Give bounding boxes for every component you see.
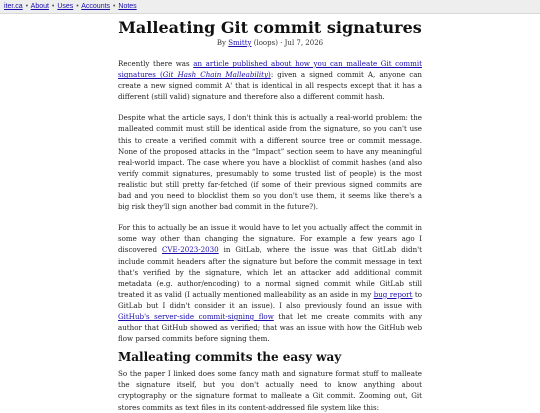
page-title: Malleating Git commit signatures xyxy=(118,18,422,37)
nav-link-home[interactable]: iter.ca xyxy=(4,3,23,10)
paragraph-text: that let me create commits with any author that GitHub showed as verified; that was an issue with how the GitHub web flow parsed commits before signing them. xyxy=(118,311,422,344)
github-signing-flow-link[interactable]: GitHub's server-side commit-signing flow xyxy=(118,311,274,321)
paragraph-critique: Despite what the article says, I don't think this is actually a real-world problem: the malleated commit must still be identical aside from the signature, so you can't use this to create a verified commit with a different source tree or commit message. None of the proposed attacks in the “Impact” section seem to have any meaningful real-world impact. The case where you have a blocklist of commit hashes (and also verify commit signatures, presumably to some trusted list of people) is the most realistic but still pretty far-fetched (if some of their previous signed commits are bad and you need to blocklist them so you don't use them, it seems like there's a big risk they'll sign another bad commit in the future?). xyxy=(118,113,422,212)
byline-separator: · xyxy=(280,39,283,47)
nav-link-notes[interactable]: Notes xyxy=(118,3,137,10)
section-heading: Malleating commits the easy way xyxy=(118,350,342,365)
author-handle: (loops) xyxy=(253,39,278,47)
nav-separator: • xyxy=(76,3,79,10)
nav-separator: • xyxy=(25,3,29,10)
paragraph-cve xyxy=(118,222,422,344)
nav-separator: • xyxy=(51,3,55,10)
nav-separator: • xyxy=(112,3,116,10)
post-date: Jul 7, 2026 xyxy=(284,39,324,47)
paragraph-text: For this to actually be an issue it would have to let you actually affect the commit in some way other than changing the signature. For example a few years ago I discovered xyxy=(118,223,422,255)
article-link-title: Git Hash Chain Malleability xyxy=(162,70,269,80)
nav-link-about[interactable]: About xyxy=(30,3,49,10)
paragraph-easy-way: So the paper I linked does some fancy math and signature format stuff to malleate the signature itself, but you don't actually need to know anything about cryptography or the signature format to malleate a Git commit. Zooming out, Git stores commits as text files in its content-addressed file system like this: xyxy=(118,369,422,412)
nav-link-uses[interactable]: Uses xyxy=(57,3,74,10)
article-link-end: ) xyxy=(268,70,271,80)
paragraph-text: : given a signed commit A, anyone can create a new signed commit A' that is identical in all respects except that it has a different (still valid) signature and therefore also a different commit hash. xyxy=(118,70,422,102)
byline-prefix: By xyxy=(216,39,226,47)
top-nav-bar xyxy=(0,0,540,14)
nav-link-accounts[interactable]: Accounts xyxy=(81,3,111,10)
paragraph-intro xyxy=(118,58,422,102)
paragraph-text: in GitLab, where the issue was that GitLab didn't include commit headers after the signature but before the commit message in text that's verified by the signature, which let an attacker add additional commit metadata (e.g. author/encoding) to a normal signed commit while GitLab still treated it as valid (I actually mentioned malleability as an aside in my xyxy=(118,245,422,299)
article xyxy=(118,18,422,413)
paragraph-text: Recently there was xyxy=(118,59,190,68)
cve-link[interactable]: CVE-2023-2030 xyxy=(161,245,219,255)
author-link[interactable]: Smitty xyxy=(228,39,252,47)
article-link-text: an article published about how you can malleate Git commit signatures ( xyxy=(118,59,422,80)
paragraph-text: to GitLab but I didn't consider it an issue). I also previously found an issue with xyxy=(118,289,422,310)
bug-report-link[interactable]: bug report xyxy=(373,289,413,299)
byline xyxy=(118,38,422,48)
